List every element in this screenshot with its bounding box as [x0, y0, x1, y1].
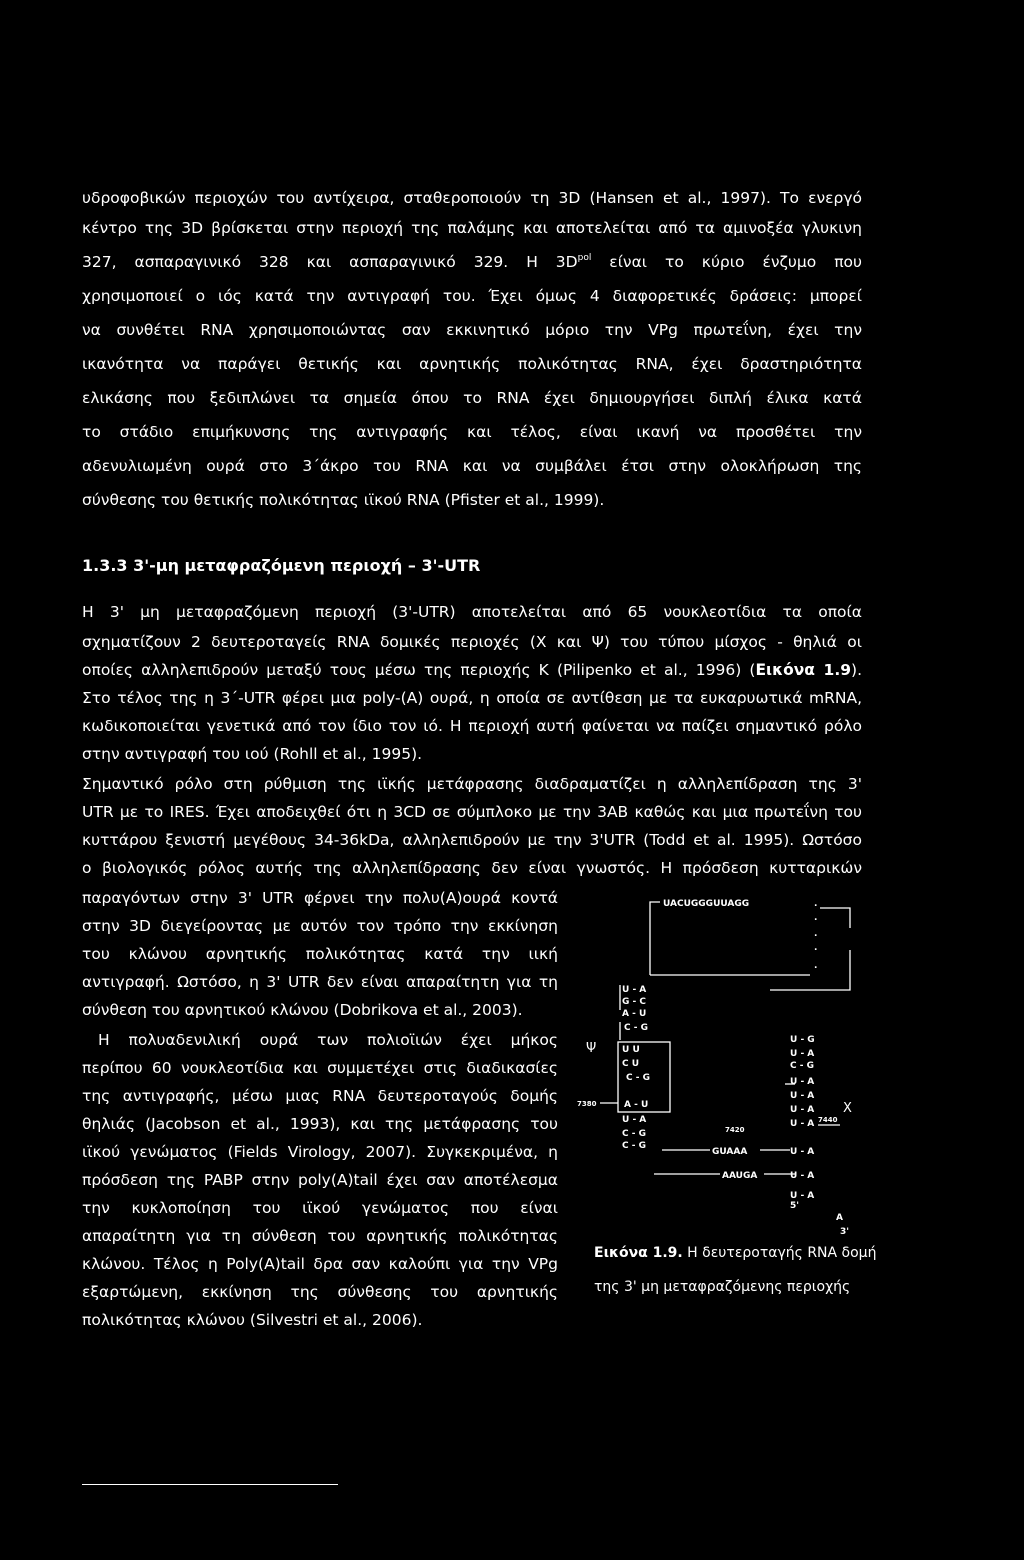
superscript: pol [577, 253, 592, 263]
base-pair-label: G - C [622, 997, 646, 1007]
text-line: το στάδιο επιμήκυνσης της αντιγραφής και τέλος, είναι ικανή να προσθέτει την [82, 423, 862, 441]
position-7440-label: 7440 [818, 1116, 838, 1124]
text-line: εξαρτώμενη, εκκίνηση της σύνθεσης του αρνητικής [82, 1283, 558, 1301]
rna-structure-diagram [560, 880, 900, 1200]
text-segment: οποίες αλληλεπιδρούν μεταξύ τους μέσω της περιοχής Κ (Pilipenko et al., 1996) ( [82, 661, 756, 679]
text-line: την κυκλοποίηση του ιϊκού γενώματος που είναι [82, 1199, 558, 1217]
figure-caption [594, 1244, 884, 1262]
text-line: Σημαντικό ρόλο στη ρύθμιση της ιϊκής μετάφρασης διαδραματίζει η αλληλεπίδραση της 3' [82, 775, 862, 793]
text-segment: είναι το κύριο ένζυμο που [591, 253, 862, 271]
base-pair-label: U U [622, 1045, 640, 1055]
base-pair-label: U - G [790, 1035, 815, 1045]
caption-label: Εικόνα 1.9. [594, 1245, 683, 1261]
text-line: Η πολυαδενιλική ουρά των πολιοϊιών έχει μήκος [98, 1031, 558, 1049]
base-pair-label: C - G [624, 1023, 648, 1033]
figure-reference: Εικόνα 1.9 [755, 661, 852, 679]
text-line [82, 660, 862, 680]
text-line: Η 3' μη μεταφραζόμενη περιοχή (3'-UTR) αποτελείται από 65 νουκλεοτίδια τα οποία [82, 603, 862, 621]
base-pair-label: U - A [790, 1105, 815, 1115]
text-segment: 327, ασπαραγινικό 328 και ασπαραγινικό 329. Η 3D [82, 253, 578, 271]
base-pair-label: A - U [624, 1100, 649, 1110]
text-line: στην αντιγραφή του ιού (Rohll et al., 1995). [82, 745, 423, 763]
text-line: ιϊκού γενώματος (Fields Virology, 2007). Συγκεκριμένα, η [82, 1143, 558, 1161]
text-line: περίπου 60 νουκλεοτίδια και συμμετέχει στις διαδικασίες [82, 1059, 558, 1077]
text-line: ικανότητα να παράγει θετικής και αρνητικής πολικότητας RNA, έχει δραστηριότητα [82, 355, 862, 373]
dot: . [814, 913, 818, 923]
text-line: παραγόντων στην 3' UTR φέρνει την πολυ(A)ουρά κοντά [82, 889, 558, 907]
tail-labels [780, 1198, 860, 1238]
guaaa-label: GUAAA [712, 1147, 748, 1157]
text-line: στην 3D διεγείροντας με αυτόν τον τρόπο την εκκίνηση [82, 917, 558, 935]
position-7380-label: 7380 [577, 1100, 597, 1108]
section-heading: 1.3.3 3'-μη μεταφραζόμενη περιοχή – 3'-UTR [82, 556, 481, 575]
text-line: αδενυλιωμένη ουρά στο 3΄άκρο του RNA και να συμβάλει έτσι στην ολοκλήρωση της [82, 457, 862, 475]
position-7420-label: 7420 [725, 1126, 745, 1134]
base-pair-label: C - G [790, 1061, 814, 1071]
base-pair-label: U - A [622, 1115, 647, 1125]
text-line: θηλιάς (Jacobson et al., 1993), και της μετάφρασης του [82, 1115, 558, 1133]
text-line: ελικάσης που ξεδιπλώνει τα σημεία όπου το RNA έχει δημιουργήσει διπλή έλικα κατά [82, 389, 862, 407]
base-pair-label: U - A [790, 1091, 815, 1101]
dot: . [814, 943, 818, 953]
text-line: κυττάρου ξενιστή μεγέθους 34-36kDa, αλληλεπιδρούν με την 3'UTR (Todd et al. 1995). Ωστόσο [82, 831, 862, 849]
figure-caption-line2: της 3' μη μεταφραζόμενης περιοχής [594, 1279, 851, 1295]
base-pair-label: U - A [790, 1049, 815, 1059]
base-pair-label: U - A [790, 1191, 815, 1200]
text-line: κλώνου. Τέλος η Poly(A)tail δρα σαν καλούπι για την VPg [82, 1255, 558, 1273]
text-line: πολικότητας κλώνου (Silvestri et al., 2006). [82, 1311, 423, 1329]
text-line [82, 252, 862, 272]
dot: . [814, 899, 818, 909]
footnote-divider [82, 1484, 338, 1485]
text-line: σύνθεσης του θετικής πολικότητας ιϊκού RNA (Pfister et al., 1999). [82, 491, 605, 509]
text-line: χρησιμοποιεί ο ιός κατά την αντιγραφή του. Έχει όμως 4 διαφορετικές δράσεις: μπορεί [82, 287, 862, 305]
base-pair-label: U - A [790, 1147, 815, 1157]
base-pair-label: C - G [622, 1141, 646, 1151]
text-line: της αντιγραφής, μέσω μιας RNA δευτεροταγούς δομής [82, 1087, 558, 1105]
aauga-label: AAUGA [722, 1171, 758, 1181]
base-pair-label: C - G [626, 1073, 650, 1083]
text-line: πρόσδεση της PABP στην poly(A)tail έχει σαν αποτέλεσμα [82, 1171, 558, 1189]
text-line: αντιγραφή. Ωστόσο, η 3' UTR δεν είναι απαραίτητη για τη [82, 973, 558, 991]
text-line: κωδικοποιείται γενετικά από τον ίδιο τον ιό. Η περιοχή αυτή φαίνεται να παίζει σημαντικό ρόλο [82, 717, 862, 735]
dot: . [814, 929, 818, 939]
base-pair-label: U - A [790, 1077, 815, 1087]
base-pair-label: A - U [622, 1009, 647, 1019]
text-segment: ). [851, 661, 863, 679]
base-pair-label: C - G [622, 1129, 646, 1139]
base-pair-label: U - A [790, 1119, 815, 1129]
text-line: σύνθεση του αρνητικού κλώνου (Dobrikova et al., 2003). [82, 1001, 523, 1019]
base-pair-label: U - A [622, 985, 647, 995]
text-line: UTR με το IRES. Έχει αποδειχθεί ότι η 3CD σε σύμπλοκο με την 3AB καθώς και μια πρωτεΐνη του [82, 803, 862, 821]
text-line: υδροφοβικών περιοχών του αντίχειρα, σταθεροποιούν τη 3D (Hansen et al., 1997). Το ενεργό [82, 189, 862, 207]
text-line: Στο τέλος της η 3΄-UTR φέρει μια poly-(A) ουρά, η οποία σε αντίθεση με τα ευκαρυωτικά mRNA, [82, 689, 862, 707]
x-label: X [843, 1101, 852, 1116]
caption-text: Η δευτεροταγής RNA δομή [682, 1245, 877, 1261]
text-line: κέντρο της 3D βρίσκεται στην περιοχή της παλάμης και αποτελείται από τα αμινοξέα γλυκινη [82, 219, 862, 237]
text-line: απαραίτητη για τη σύνθεση του αρνητικής πολικότητας [82, 1227, 558, 1245]
text-line: ο βιολογικός ρόλος αυτής της αλληλεπίδρασης δεν είναι γνωστός. Η πρόσδεση κυτταρικών [82, 859, 862, 877]
dot: . [814, 961, 818, 971]
text-line: σχηματίζουν 2 δευτεροταγείς RNA δομικές περιοχές (Χ και Ψ) του τύπου μίσχος - θηλιά οι [82, 633, 862, 651]
text-line: να συνθέτει RNA χρησιμοποιώντας σαν εκκινητικό μόριο την VPg πρωτεΐνη, έχει την [82, 321, 862, 339]
tail-a-label: A [836, 1213, 843, 1223]
tail-3prime-label: 3' [840, 1227, 850, 1237]
tail-5prime-label: 5' [790, 1201, 800, 1211]
base-pair-label: U - A [790, 1171, 815, 1181]
base-pair-label: C U [622, 1059, 640, 1069]
text-line: του κλώνου αρνητικής πολικότητας κατά την ιική [82, 945, 558, 963]
loop-sequence-label: UACUGGGUUAGG [663, 899, 750, 909]
psi-label: Ψ [586, 1041, 597, 1056]
